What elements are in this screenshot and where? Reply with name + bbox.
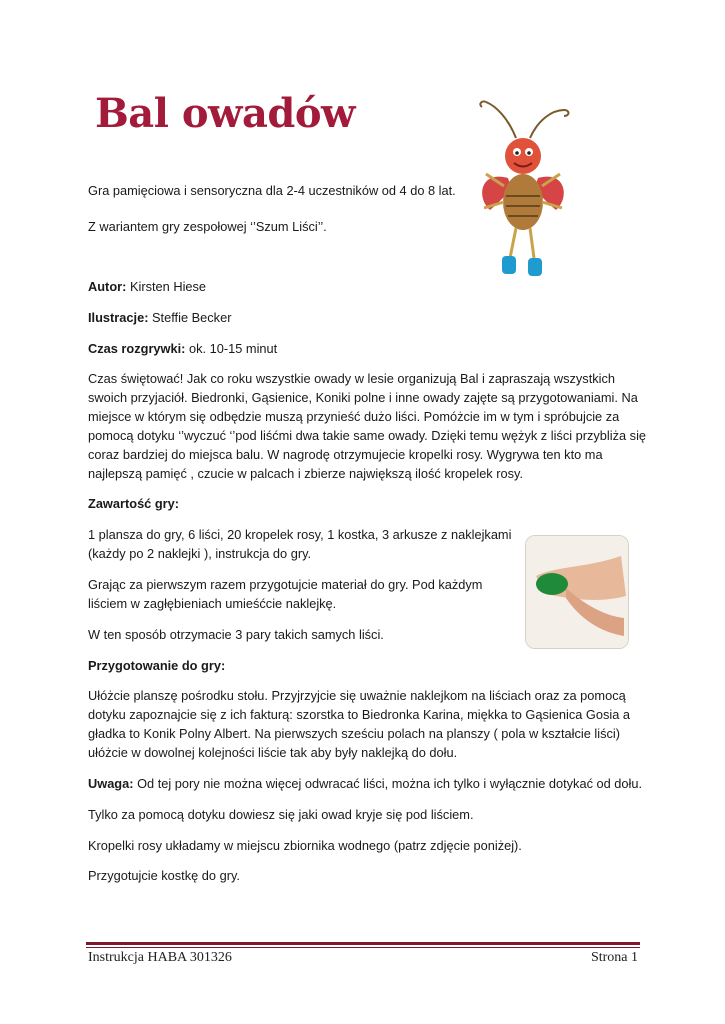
illustrations-label: Ilustracje: — [88, 310, 149, 325]
contents-list: 1 plansza do gry, 6 liści, 20 kropelek rosy, 1 kostka, 3 arkusze z naklejkami (każdy po 2 naklejki ), instrukcja do gry. — [88, 527, 512, 561]
illustrations-line — [88, 308, 231, 327]
warning-text: Od tej pory nie można więcej odwracać liści, można ich tylko i wyłącznie dotykać od dołu. — [133, 776, 643, 791]
illustrations-value: Steffie Becker — [148, 310, 232, 325]
warning-line — [88, 774, 642, 793]
stickers-paragraph: Grając za pierwszym razem przygotujcie materiał do gry. Pod każdym liściem w zagłębieniach umieśćcie naklejkę. — [88, 577, 483, 611]
intro-line-2: Z wariantem gry zespołowej ‘’Szum Liści’’. — [88, 219, 327, 234]
prep-paragraph-2: Tylko za pomocą dotyku dowiesz się jaki owad kryje się pod liściem. — [88, 807, 474, 822]
time-value: ok. 10-15 minut — [185, 341, 278, 356]
page-number: Strona 1 — [590, 950, 638, 965]
time-line — [88, 339, 277, 358]
prep-paragraph-3: Kropelki rosy układamy w miejscu zbiornika wodnego (patrz zdjęcie poniżej). — [88, 838, 522, 853]
contents-heading: Zawartość gry: — [88, 496, 180, 511]
time-label: Czas rozgrywki: — [88, 341, 186, 356]
beetle-illustration — [468, 98, 578, 286]
footer-rule — [86, 942, 640, 945]
prep-paragraph-4: Przygotujcie kostkę do gry. — [88, 868, 240, 883]
story-paragraph: Czas świętować! Jak co roku wszystkie owady w lesie organizują Bal i zapraszają wszystkich swoich przyjaciół. Biedronki, Gąsienice, Koniki polne i inne owady zajęte są przygotowaniami. Na miejsce w którym się odbędzie muszą przynieść dużo liści. Pomóżcie im w tym i spróbujcie za pomocą dotyku ‘’wyczuć ‘’pod liśćmi dwa takie same owady. Dzięki temu wężyk z liści przybliża się coraz bardziej do miejsca balu. W nagrodę otrzymujecie kropelki rosy. Wygrywa ten kto ma najlepszą pamięć , czucie w palcach i zbierze największą ilość kropelek rosy. — [88, 371, 647, 481]
author-value: Kirsten Hiese — [126, 279, 207, 294]
author-line — [88, 277, 206, 296]
document-title: Bal owadów — [95, 90, 355, 137]
footer-rule-thin — [86, 947, 640, 948]
pairs-paragraph: W ten sposób otrzymacie 3 pary takich samych liści. — [88, 627, 384, 642]
prep-paragraph-1: Ułóżcie planszę pośrodku stołu. Przyjrzyjcie się uważnie naklejkom na liściach oraz za pomocą dotyku zapoznajcie się z ich fakturą: szorstka to Biedronka Karina, miękka to Gąsienica Gosia a gładka to Konik Polny Albert. Na pierwszych sześciu polach na planszy ( pola w kształcie liści) ułóżcie w dowolnej kolejności liście tak aby były naklejką do dołu. — [88, 688, 630, 760]
prep-heading: Przygotowanie do gry: — [88, 658, 226, 673]
intro-line-1: Gra pamięciowa i sensoryczna dla 2-4 uczestników od 4 do 8 lat. — [88, 183, 456, 198]
hand-touching-leaf-photo — [525, 535, 629, 649]
author-label: Autor: — [88, 279, 127, 294]
warning-label: Uwaga: — [88, 776, 134, 791]
footer-left: Instrukcja HABA 301326 — [88, 950, 232, 965]
